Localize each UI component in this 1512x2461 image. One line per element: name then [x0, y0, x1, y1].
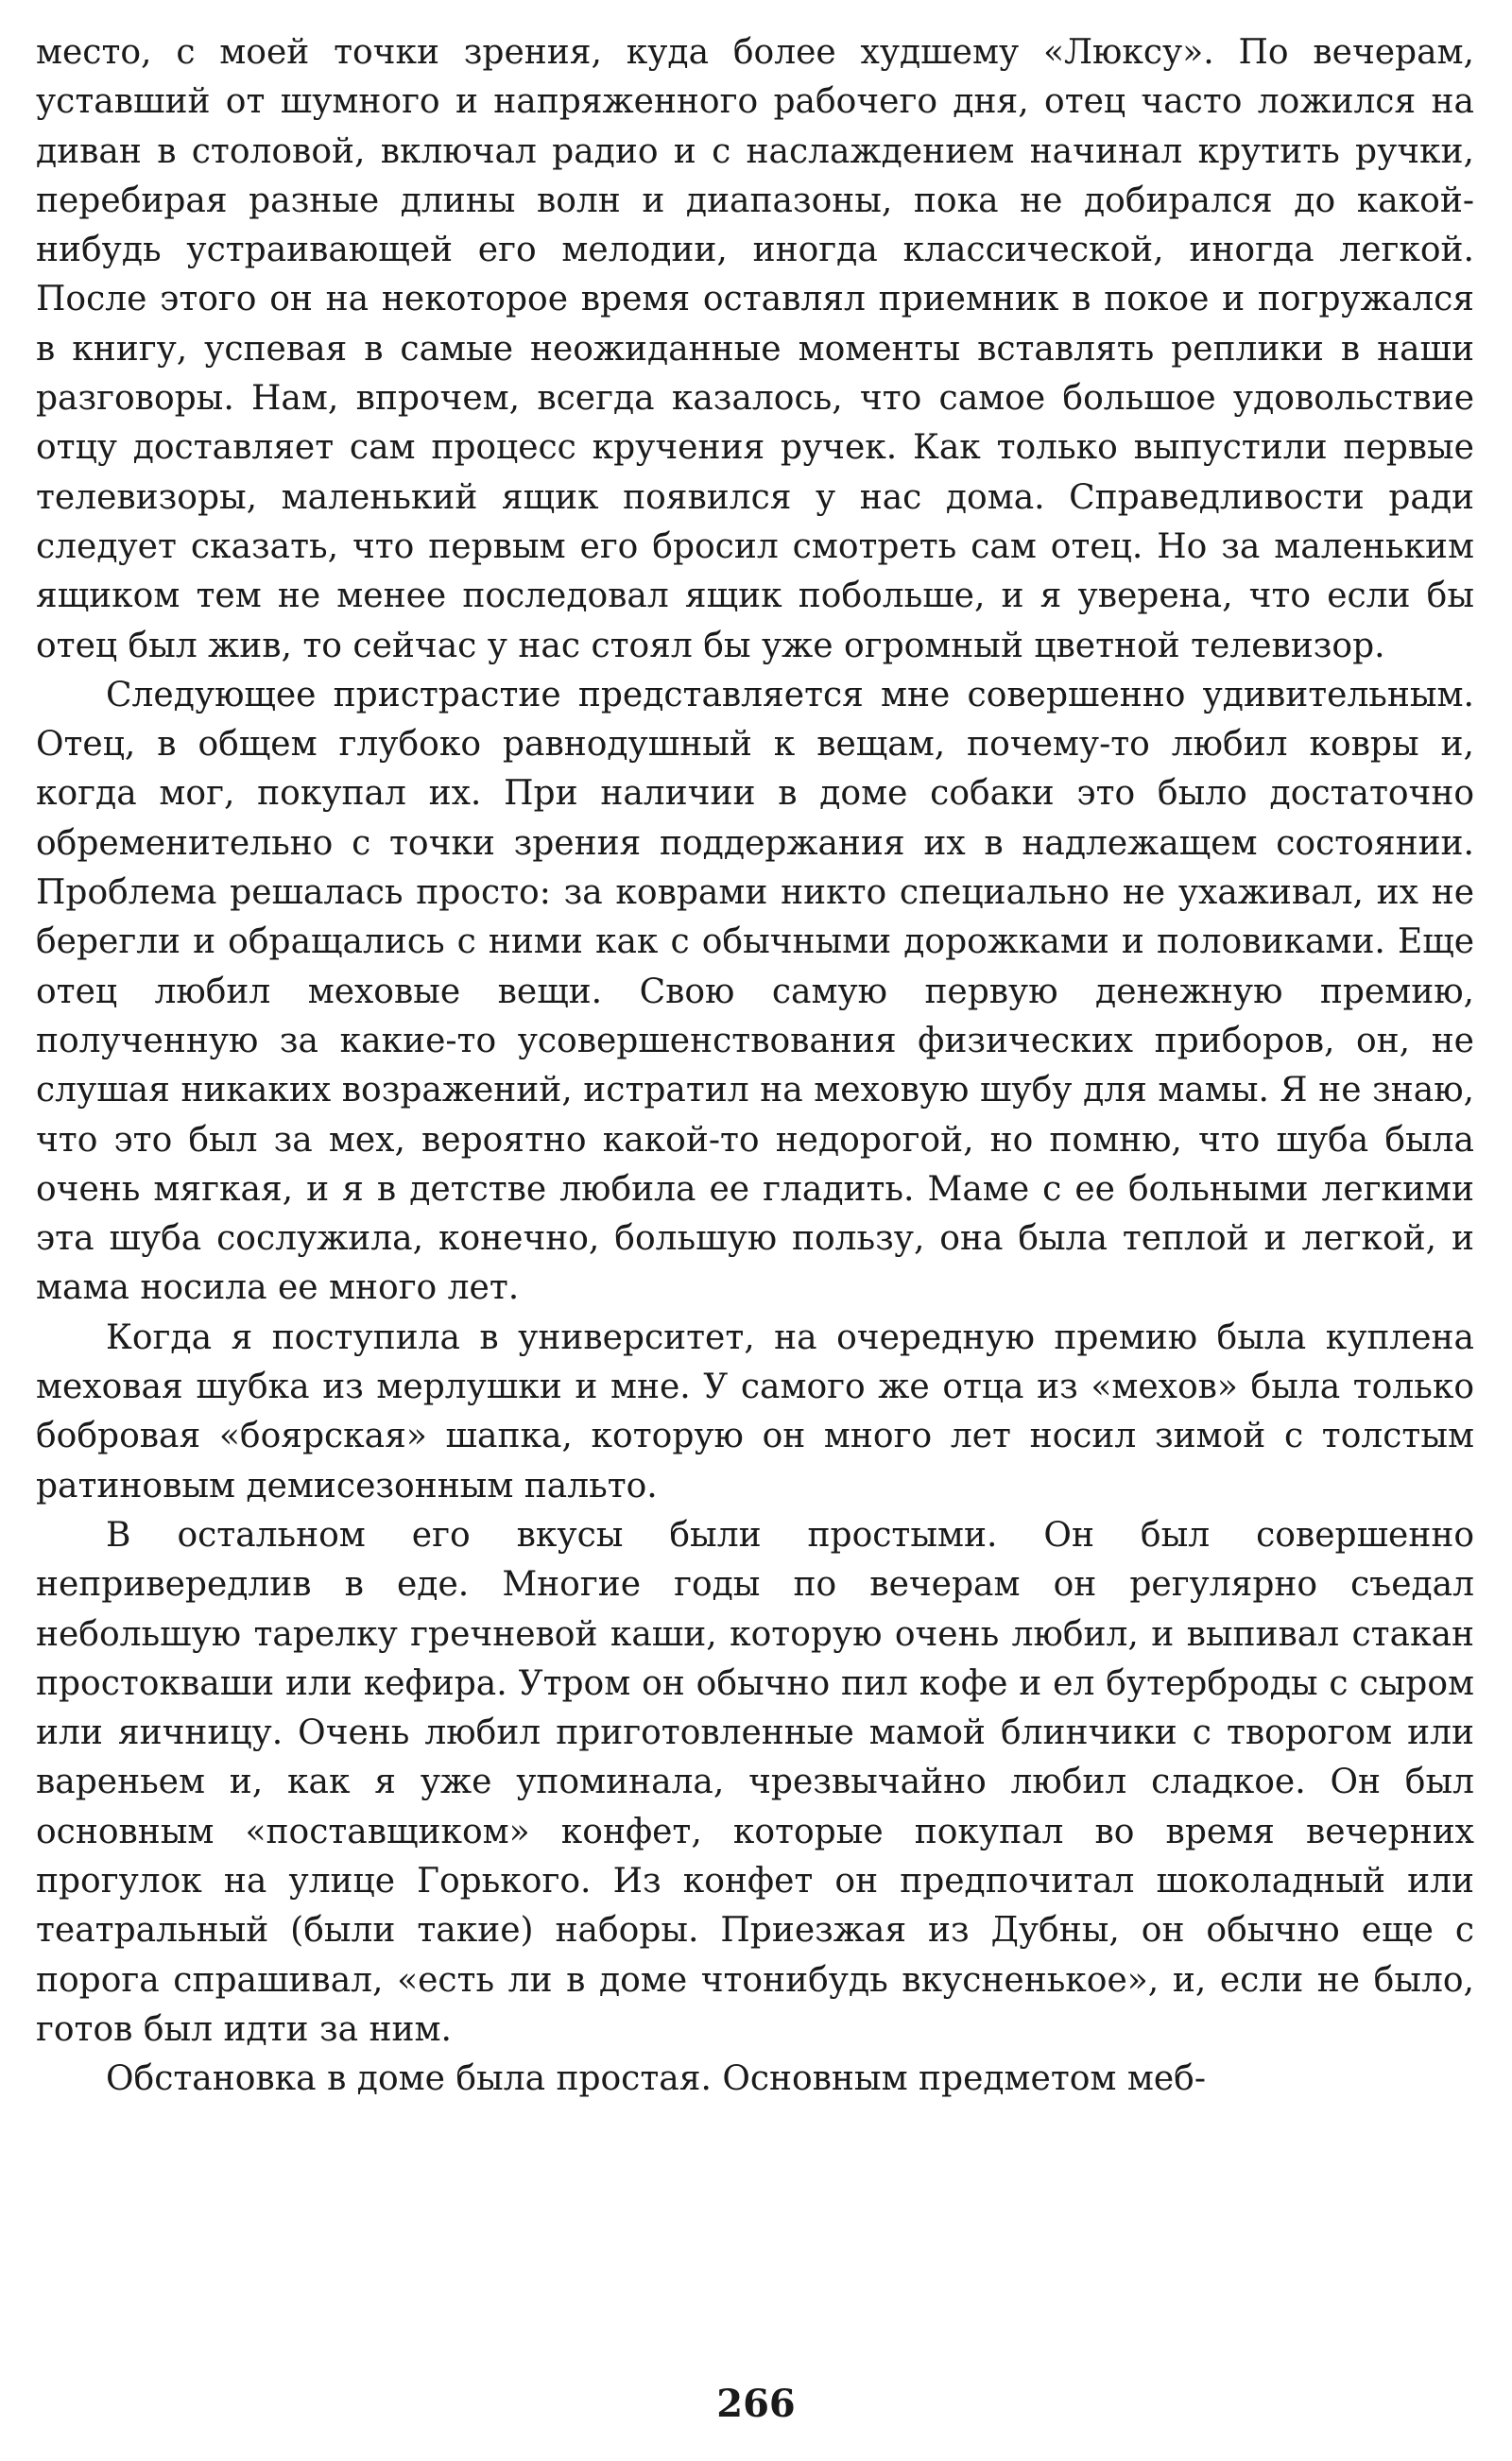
body-text [36, 28, 1474, 2104]
paragraph: Обстановка в доме была простая. Основным предметом меб- [106, 2059, 1207, 2099]
paragraph-continued: место, с моей точки зрения, куда более худшему «Люксу». По вечерам, уставший от шумного и напряженного рабочего дня, отец часто ложился на диван в столовой, включал радио и с наслаждением начинал крутить ручки, перебирая разные длины волн и диапазоны, пока не добирался до какой-нибудь устраивающей его мелодии, иногда классической, иногда легкой. После этого он на некоторое время оставлял приемник в покое и погружался в книгу, успевая в самые неожиданные моменты вставлять реплики в наши разговоры. Нам, впрочем, всегда казалось, что самое большое удовольствие отцу доставляет сам процесс кручения ручек. Как только выпустили первые телевизоры, маленький ящик появился у нас дома. Справедливости ради следует сказать, что первым его бросил смотреть сам отец. Но за маленьким ящиком тем не менее последовал ящик побольше, и я уверена, что если бы отец был жив, то сейчас у нас стоял бы уже огромный цветной телевизор. [36, 33, 1474, 665]
page-number: 266 [716, 2382, 796, 2426]
paragraph: В остальном его вкусы были простыми. Он был совершенно непривередлив в еде. Многие годы по вечерам он регулярно съедал небольшую тарелку гречневой каши, которую очень любил, и выпивал стакан простокваши или кефира. Утром он обычно пил кофе и ел бутерброды с сыром или яичницу. Очень любил приготовленные мамой блинчики с творогом или вареньем и, как я уже упоминала, чрезвычайно любил сладкое. Он был основным «поставщиком» конфет, которые покупал во время вечерних прогулок на улице Горького. Из конфет он предпочитал шоколадный или театральный (были такие) наборы. Приезжая из Дубны, он обычно еще с порога спрашивал, «есть ли в доме чтонибудь вкусненькое», и, если не было, готов был идти за ним. [36, 1515, 1474, 2049]
paragraph: Когда я поступила в университет, на очередную премию была куплена меховая шубка из мерлушки и мне. У самого же отца из «мехов» была только бобровая «боярская» шапка, которую он много лет носил зимой с толстым ратиновым демисезонным пальто. [36, 1317, 1474, 1506]
paragraph: Следующее пристрастие представляется мне совершенно удивительным. Отец, в общем глубоко равнодушный к вещам, почему-то любил ковры и, когда мог, покупал их. При наличии в доме собаки это было достаточно обременительно с точки зрения поддержания их в надлежащем состоянии. Проблема решалась просто: за коврами никто специально не ухаживал, их не берегли и обращались с ними как с обычными дорожками и половиками. Еще отец любил меховые вещи. Свою самую первую денежную премию, полученную за какие-то усовершенствования физических приборов, он, не слушая никаких возражений, истратил на меховую шубу для мамы. Я не знаю, что это был за мех, вероятно какой-то недорогой, но помню, что шуба была очень мягкая, и я в детстве любила ее гладить. Маме с ее больными легкими эта шуба сослужила, конечно, большую пользу, она была теплой и легкой, и мама носила ее много лет. [36, 675, 1474, 1308]
